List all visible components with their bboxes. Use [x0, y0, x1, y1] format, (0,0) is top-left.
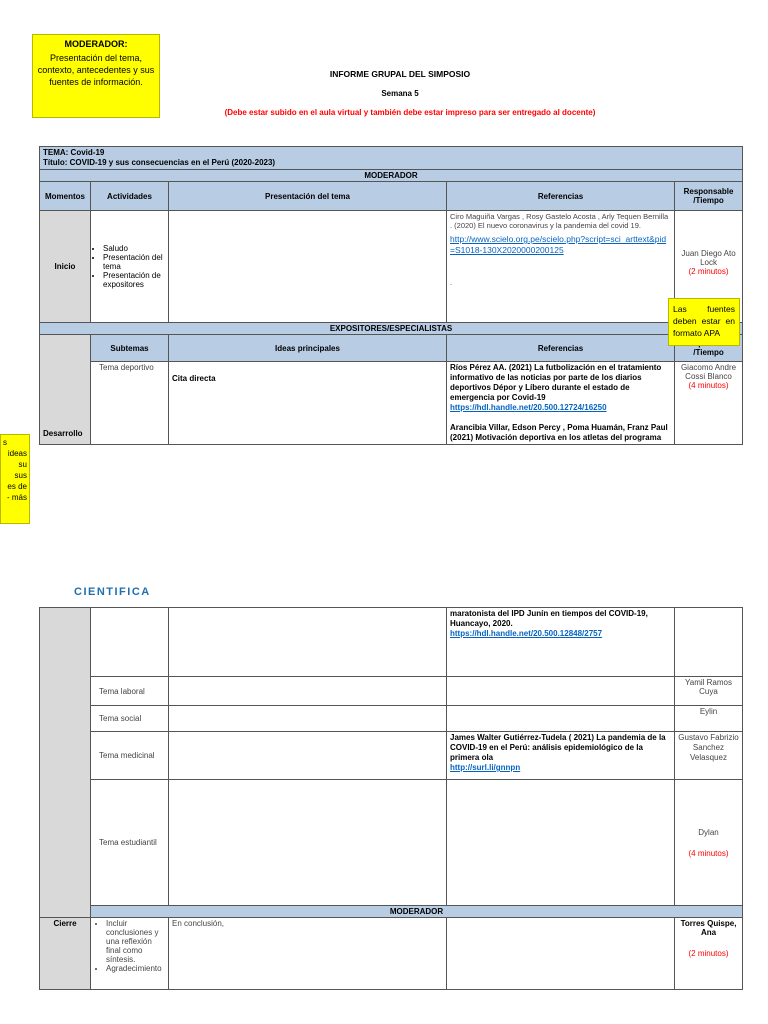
reference-link[interactable]: http://www.scielo.org.pe/scielo.php?script=sci_arttext&pid=S1018-130X2020000200125	[450, 234, 667, 255]
responsable-time: (2 minutos)	[688, 949, 729, 958]
expositores-band: EXPOSITORES/ESPECIALISTAS	[40, 323, 743, 335]
responsable-estudiantil	[675, 780, 743, 906]
report-title: INFORME GRUPAL DEL SIMPOSIO	[329, 69, 471, 79]
responsable-name: Torres Quispe, Ana	[680, 919, 737, 937]
list-item: • Saludo	[103, 244, 165, 253]
responsable-medicinal: Gustavo Fabrizio Sanchez Velasquez	[675, 732, 743, 780]
header-actividades: Actividades	[91, 182, 169, 211]
moderador-band: MODERADOR	[40, 170, 743, 182]
side-note-line: ideas	[7, 449, 27, 458]
side-note-line: sus	[14, 471, 27, 480]
responsable-time: (4 minutos)	[688, 848, 729, 858]
responsable-deportivo	[675, 362, 743, 445]
momento-inicio: Inicio	[40, 211, 91, 323]
referencias-estudiantil	[447, 780, 675, 906]
titulo-label: Título: COVID-19 y sus consecuencias en el Perú (2020-2023)	[43, 158, 276, 167]
side-note-line: es de	[7, 482, 27, 491]
idea-medicinal	[169, 732, 447, 780]
referencias-laboral	[447, 677, 675, 706]
moderator-note-title: MODERADOR:	[64, 39, 128, 49]
actividades-inicio	[91, 211, 169, 323]
moderator-note	[32, 34, 160, 118]
moderador-band-2: MODERADOR	[91, 906, 743, 918]
reference-text: James Walter Gutiérrez-Tudela ( 2021) La pandemia de la COVID-19 en el Perú: análisis epidemiológico de la primera ola	[450, 733, 666, 762]
responsable-cierre	[675, 918, 743, 990]
subtema-cont	[91, 608, 169, 677]
actividades-cierre	[91, 918, 169, 990]
momento-desarrollo: Desarrollo	[43, 429, 83, 438]
list-item: • Incluir conclusiones y una reflexión final como síntesis.	[106, 919, 165, 964]
list-item: • Presentación del tema	[103, 253, 165, 271]
responsable-social: Eylin	[675, 706, 743, 732]
responsable-time: (4 minutos)	[688, 381, 729, 390]
cientifica-logo: CIENTIFICA	[74, 586, 151, 598]
header-presentacion: Presentación del tema	[169, 182, 447, 211]
side-note	[0, 434, 30, 524]
subtema-estudiantil: Tema estudiantil	[91, 780, 169, 906]
symposium-table-page2	[39, 607, 743, 990]
idea-laboral	[169, 677, 447, 706]
referencias-cont	[447, 608, 675, 677]
responsable-name: Giacomo Andre Cossi Blanco	[680, 363, 737, 381]
idea-social	[169, 706, 447, 732]
subtema-laboral: Tema laboral	[91, 677, 169, 706]
instruction-text: (Debe estar subido en el aula virtual y también debe estar impreso para ser entregado al docente)	[224, 108, 596, 117]
tema-label: TEMA: Covid-19	[43, 148, 105, 157]
subtema-deportivo: Tema deportivo	[91, 362, 169, 445]
presentacion-inicio	[169, 211, 447, 323]
referencias-medicinal	[447, 732, 675, 780]
side-note-line: s	[3, 438, 7, 447]
header-referencias: Referencias	[447, 182, 675, 211]
header-responsable: Responsable /Tiempo	[675, 182, 743, 211]
responsable-name: Juan Diego Ato Lock	[681, 249, 736, 267]
reference-link[interactable]: http://surl.li/gnnpn	[450, 763, 521, 772]
responsable-name: Dylan	[698, 827, 719, 837]
list-item: • Presentación de expositores	[103, 271, 165, 289]
idea-deportivo: Cita directa	[169, 362, 447, 445]
momento-desarrollo-cont	[40, 608, 91, 918]
responsable-laboral: Yamil Ramos Cuya	[675, 677, 743, 706]
reference-text: Ríos Pérez AA. (2021) La futbolización en el tratamiento informativo de las noticias por parte de los diarios deportivos Dépor y Líbero durante el estado de emergencia por Covid-19	[450, 363, 662, 402]
subtema-medicinal: Tema medicinal	[91, 732, 169, 780]
moderator-note-body: Presentación del tema, contexto, antecedentes y sus fuentes de información.	[37, 53, 155, 87]
symposium-table-page1	[39, 146, 743, 445]
responsable-time: (2 minutos)	[688, 267, 729, 276]
responsable-cont	[675, 608, 743, 677]
apa-format-note: Las fuentes deben estar en formato APA	[668, 298, 740, 346]
referencias-inicio	[447, 211, 675, 323]
reference-text: maratonista del IPD Junín en tiempos del COVID-19, Huancayo, 2020.	[450, 609, 648, 628]
reference-text: Arancibia Villar, Edson Percy , Poma Huamán, Franz Paul (2021) Motivación deportiva en los atletas del programa	[450, 423, 668, 442]
header-subtemas: Subtemas	[91, 335, 169, 362]
side-note-line: su	[18, 460, 27, 469]
side-note-line: - más	[7, 493, 27, 502]
list-item: • Agradecimiento	[106, 964, 165, 973]
header-ideas: Ideas principales	[169, 335, 447, 362]
momento-cierre: Cierre	[40, 918, 91, 990]
referencias-deportivo	[447, 362, 675, 445]
referencias-social	[447, 706, 675, 732]
reference-link[interactable]: https://hdl.handle.net/20.500.12848/2757	[450, 629, 603, 638]
reference-text: Ciro Maguiña Vargas , Rosy Gastelo Acosta , Arly Tequen Bernilla . (2020) El nuevo coronavirus y la pandemia del covid 19.	[450, 212, 669, 230]
reference-dot: .	[450, 278, 453, 287]
week-label: Semana 5	[381, 89, 419, 98]
referencias-cierre	[447, 918, 675, 990]
conclusion-cierre: En conclusión,	[169, 918, 447, 990]
header-responsable-2: /Tiempo	[675, 335, 743, 362]
header-momentos: Momentos	[40, 182, 91, 211]
reference-link[interactable]: https://hdl.handle.net/20.500.12724/16250	[450, 403, 607, 412]
idea-cont	[169, 608, 447, 677]
header-referencias-2: Referencias	[447, 335, 675, 362]
idea-estudiantil	[169, 780, 447, 906]
subtema-social: Tema social	[91, 706, 169, 732]
